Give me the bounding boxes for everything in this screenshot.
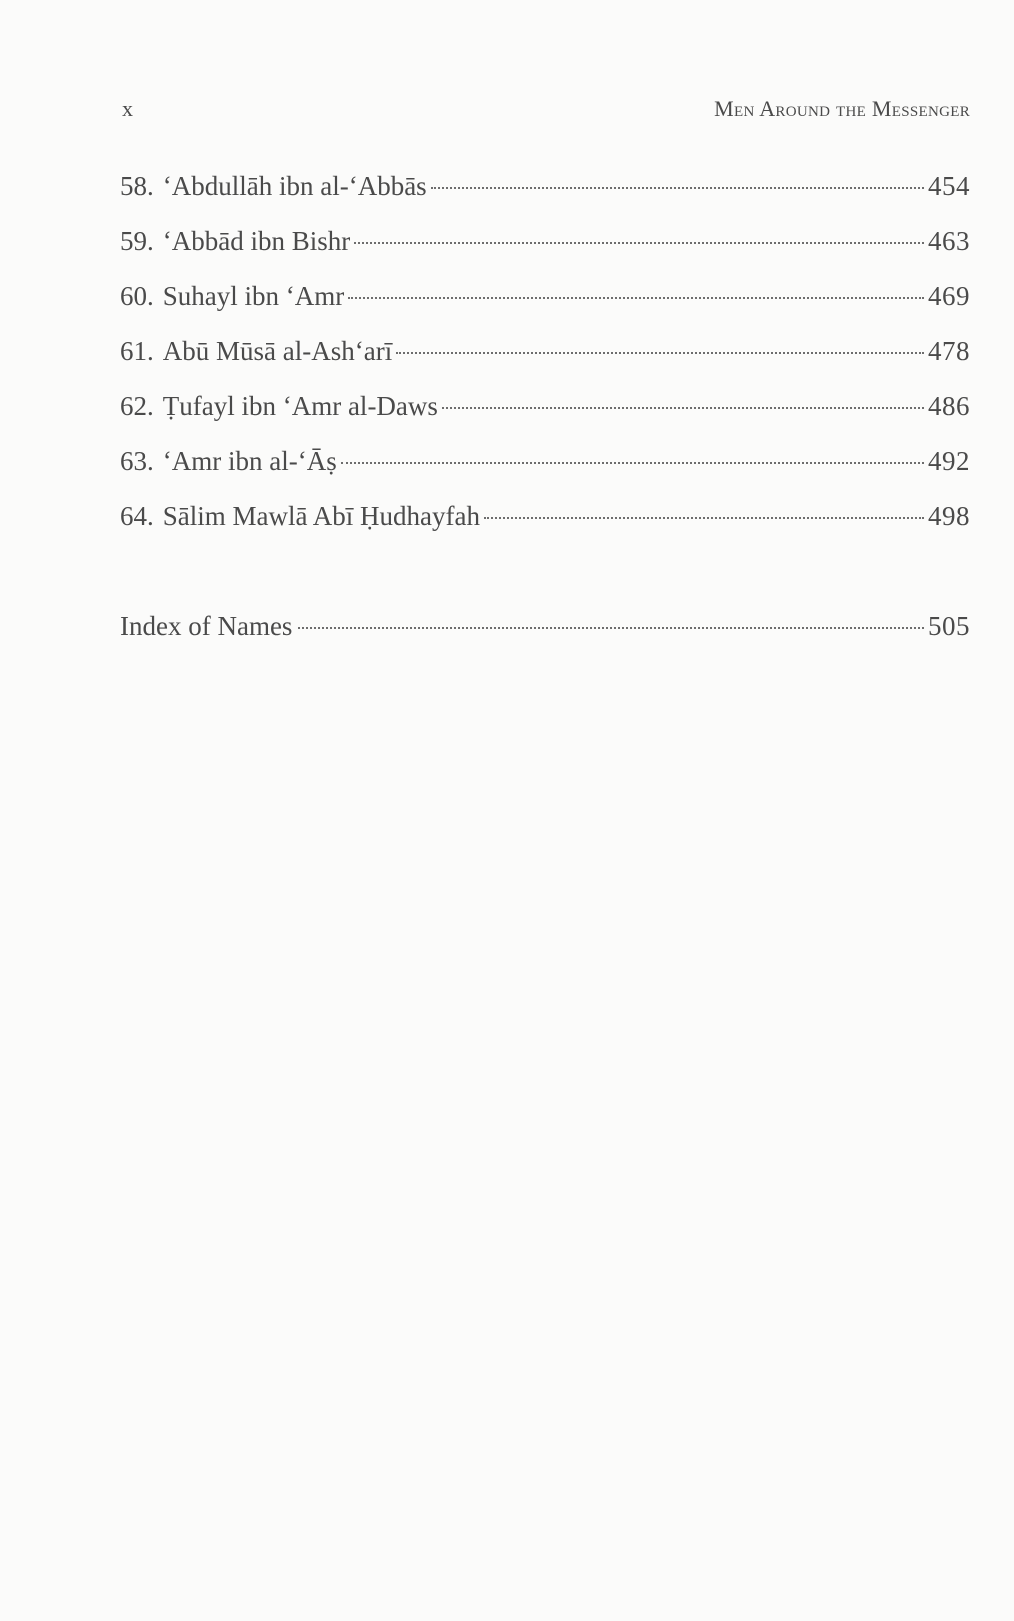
dot-leader: [431, 187, 924, 189]
toc-entry-number: 59.: [120, 226, 154, 256]
toc-entry[interactable]: [120, 276, 970, 331]
dot-leader: [442, 407, 924, 409]
toc-entry-title: ‘Amr ibn al-‘Āṣ: [162, 446, 337, 476]
page-number: x: [122, 96, 133, 121]
toc-entry-page: 498: [928, 501, 970, 531]
toc-entry-page: 478: [928, 336, 970, 366]
index-title: Index of Names: [120, 611, 293, 641]
toc-entry[interactable]: [120, 496, 970, 551]
toc-entry-page: 463: [928, 226, 970, 256]
dot-leader: [298, 627, 924, 629]
index-page: 505: [928, 611, 970, 641]
toc-entry[interactable]: [120, 221, 970, 276]
toc-entry-number: 61.: [120, 336, 154, 366]
toc-entry-page: 454: [928, 171, 970, 201]
toc-entry-number: 63.: [120, 446, 154, 476]
toc-index-entry[interactable]: [120, 606, 970, 646]
running-title: Men Around the Messenger: [714, 96, 970, 121]
dot-leader: [348, 297, 924, 299]
toc-entry-title: Suhayl ibn ‘Amr: [162, 281, 345, 311]
dot-leader: [396, 352, 924, 354]
toc-entry-title: Abū Mūsā al-Ash‘arī: [162, 336, 393, 366]
table-of-contents: [120, 166, 970, 551]
toc-entry[interactable]: [120, 386, 970, 441]
toc-entry[interactable]: [120, 166, 970, 221]
toc-entry-number: 64.: [120, 501, 154, 531]
toc-entry-page: 486: [928, 391, 970, 421]
toc-entry[interactable]: [120, 441, 970, 496]
dot-leader: [341, 462, 924, 464]
toc-entry-number: 62.: [120, 391, 154, 421]
toc-entry-title: Ṭufayl ibn ‘Amr al-Daws: [162, 391, 438, 421]
toc-entry-title: ‘Abbād ibn Bishr: [162, 226, 351, 256]
toc-entry-number: 58.: [120, 171, 154, 201]
toc-entry[interactable]: [120, 331, 970, 386]
toc-entry-page: 469: [928, 281, 970, 311]
toc-entry-title: ‘Abdullāh ibn al-‘Abbās: [162, 171, 427, 201]
page-header: [122, 94, 970, 124]
toc-entry-page: 492: [928, 446, 970, 476]
toc-entry-number: 60.: [120, 281, 154, 311]
dot-leader: [354, 242, 924, 244]
dot-leader: [484, 517, 924, 519]
toc-entry-title: Sālim Mawlā Abī Ḥudhayfah: [162, 501, 480, 531]
